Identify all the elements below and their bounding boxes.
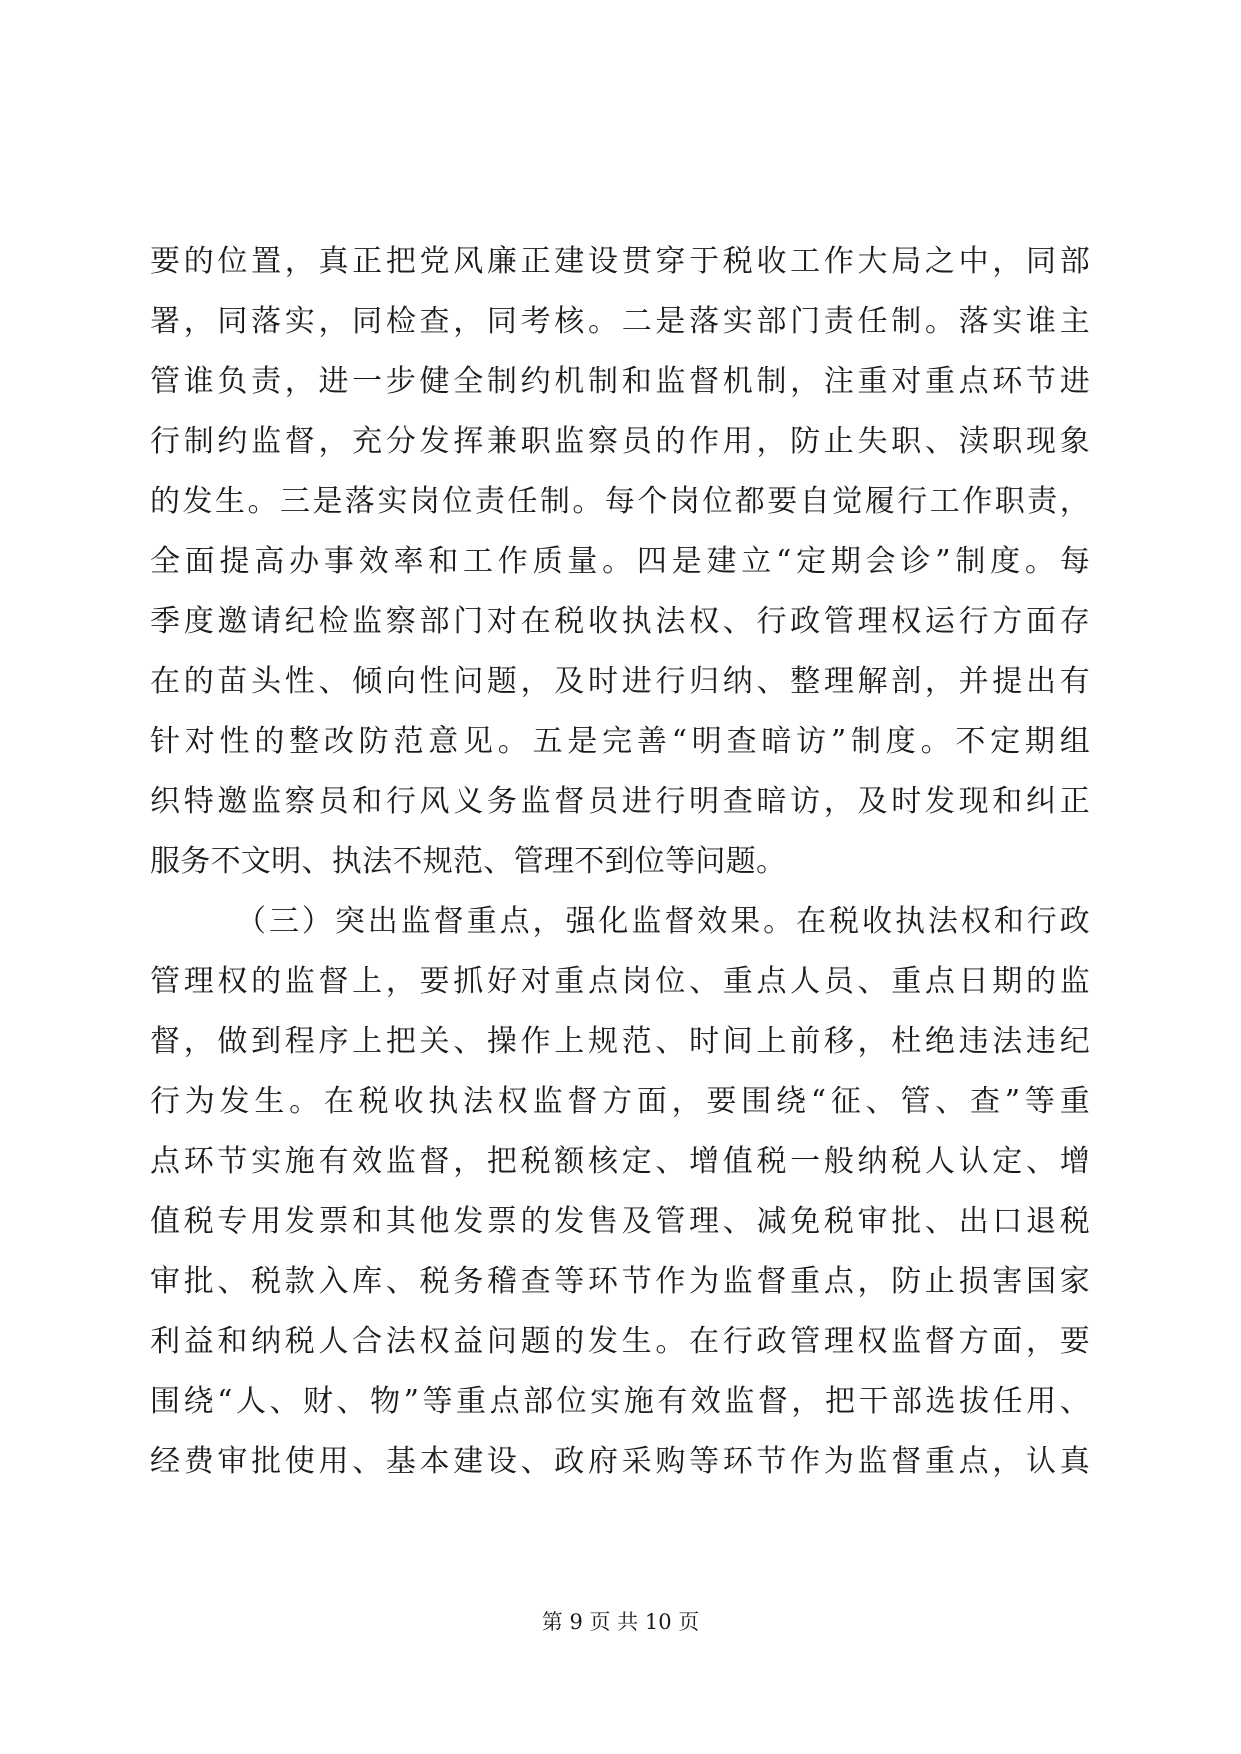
text-line: 行为发生。在税收执法权监督方面，要围绕“征、管、查”等重	[150, 1084, 1090, 1119]
text-line: 点环节实施有效监督，把税额核定、增值税一般纳税人认定、增	[150, 1144, 1090, 1179]
text-line: 针对性的整改防范意见。五是完善“明查暗访”制度。不定期组	[150, 724, 1090, 759]
text-line: 督，做到程序上把关、操作上规范、时间上前移，杜绝违法违纪	[150, 1024, 1090, 1059]
text-line: 值税专用发票和其他发票的发售及管理、减免税审批、出口退税	[150, 1204, 1090, 1239]
text-line: 在的苗头性、倾向性问题，及时进行归纳、整理解剖，并提出有	[150, 664, 1090, 699]
text-line: 的发生。三是落实岗位责任制。每个岗位都要自觉履行工作职责，	[150, 484, 1090, 519]
text-line: 要的位置，真正把党风廉正建设贯穿于税收工作大局之中，同部	[150, 244, 1090, 279]
paragraph-end-line: 服务不文明、执法不规范、管理不到位等问题。	[150, 844, 787, 879]
text-line: 审批、税款入库、税务稽查等环节作为监督重点，防止损害国家	[150, 1264, 1090, 1299]
text-line: 围绕“人、财、物”等重点部位实施有效监督，把干部选拔任用、	[150, 1384, 1090, 1419]
text-line: 行制约监督，充分发挥兼职监察员的作用，防止失职、渎职现象	[150, 424, 1090, 459]
text-line: 管谁负责，进一步健全制约机制和监督机制，注重对重点环节进	[150, 364, 1090, 399]
text-line: 经费审批使用、基本建设、政府采购等环节作为监督重点，认真	[150, 1444, 1090, 1479]
text-line: 季度邀请纪检监察部门对在税收执法权、行政管理权运行方面存	[150, 604, 1090, 639]
page-number-footer: 第 9 页 共 10 页	[541, 1610, 700, 1634]
text-line: 全面提高办事效率和工作质量。四是建立“定期会诊”制度。每	[150, 544, 1090, 579]
text-line: 利益和纳税人合法权益问题的发生。在行政管理权监督方面，要	[150, 1324, 1090, 1359]
section-heading-line: （三）突出监督重点，强化监督效果。在税收执法权和行政	[236, 904, 1090, 939]
text-line: 织特邀监察员和行风义务监督员进行明查暗访，及时发现和纠正	[150, 784, 1090, 819]
text-line: 管理权的监督上，要抓好对重点岗位、重点人员、重点日期的监	[150, 964, 1090, 999]
body-text	[150, 232, 1090, 1492]
text-line: 署，同落实，同检查，同考核。二是落实部门责任制。落实谁主	[150, 304, 1090, 339]
